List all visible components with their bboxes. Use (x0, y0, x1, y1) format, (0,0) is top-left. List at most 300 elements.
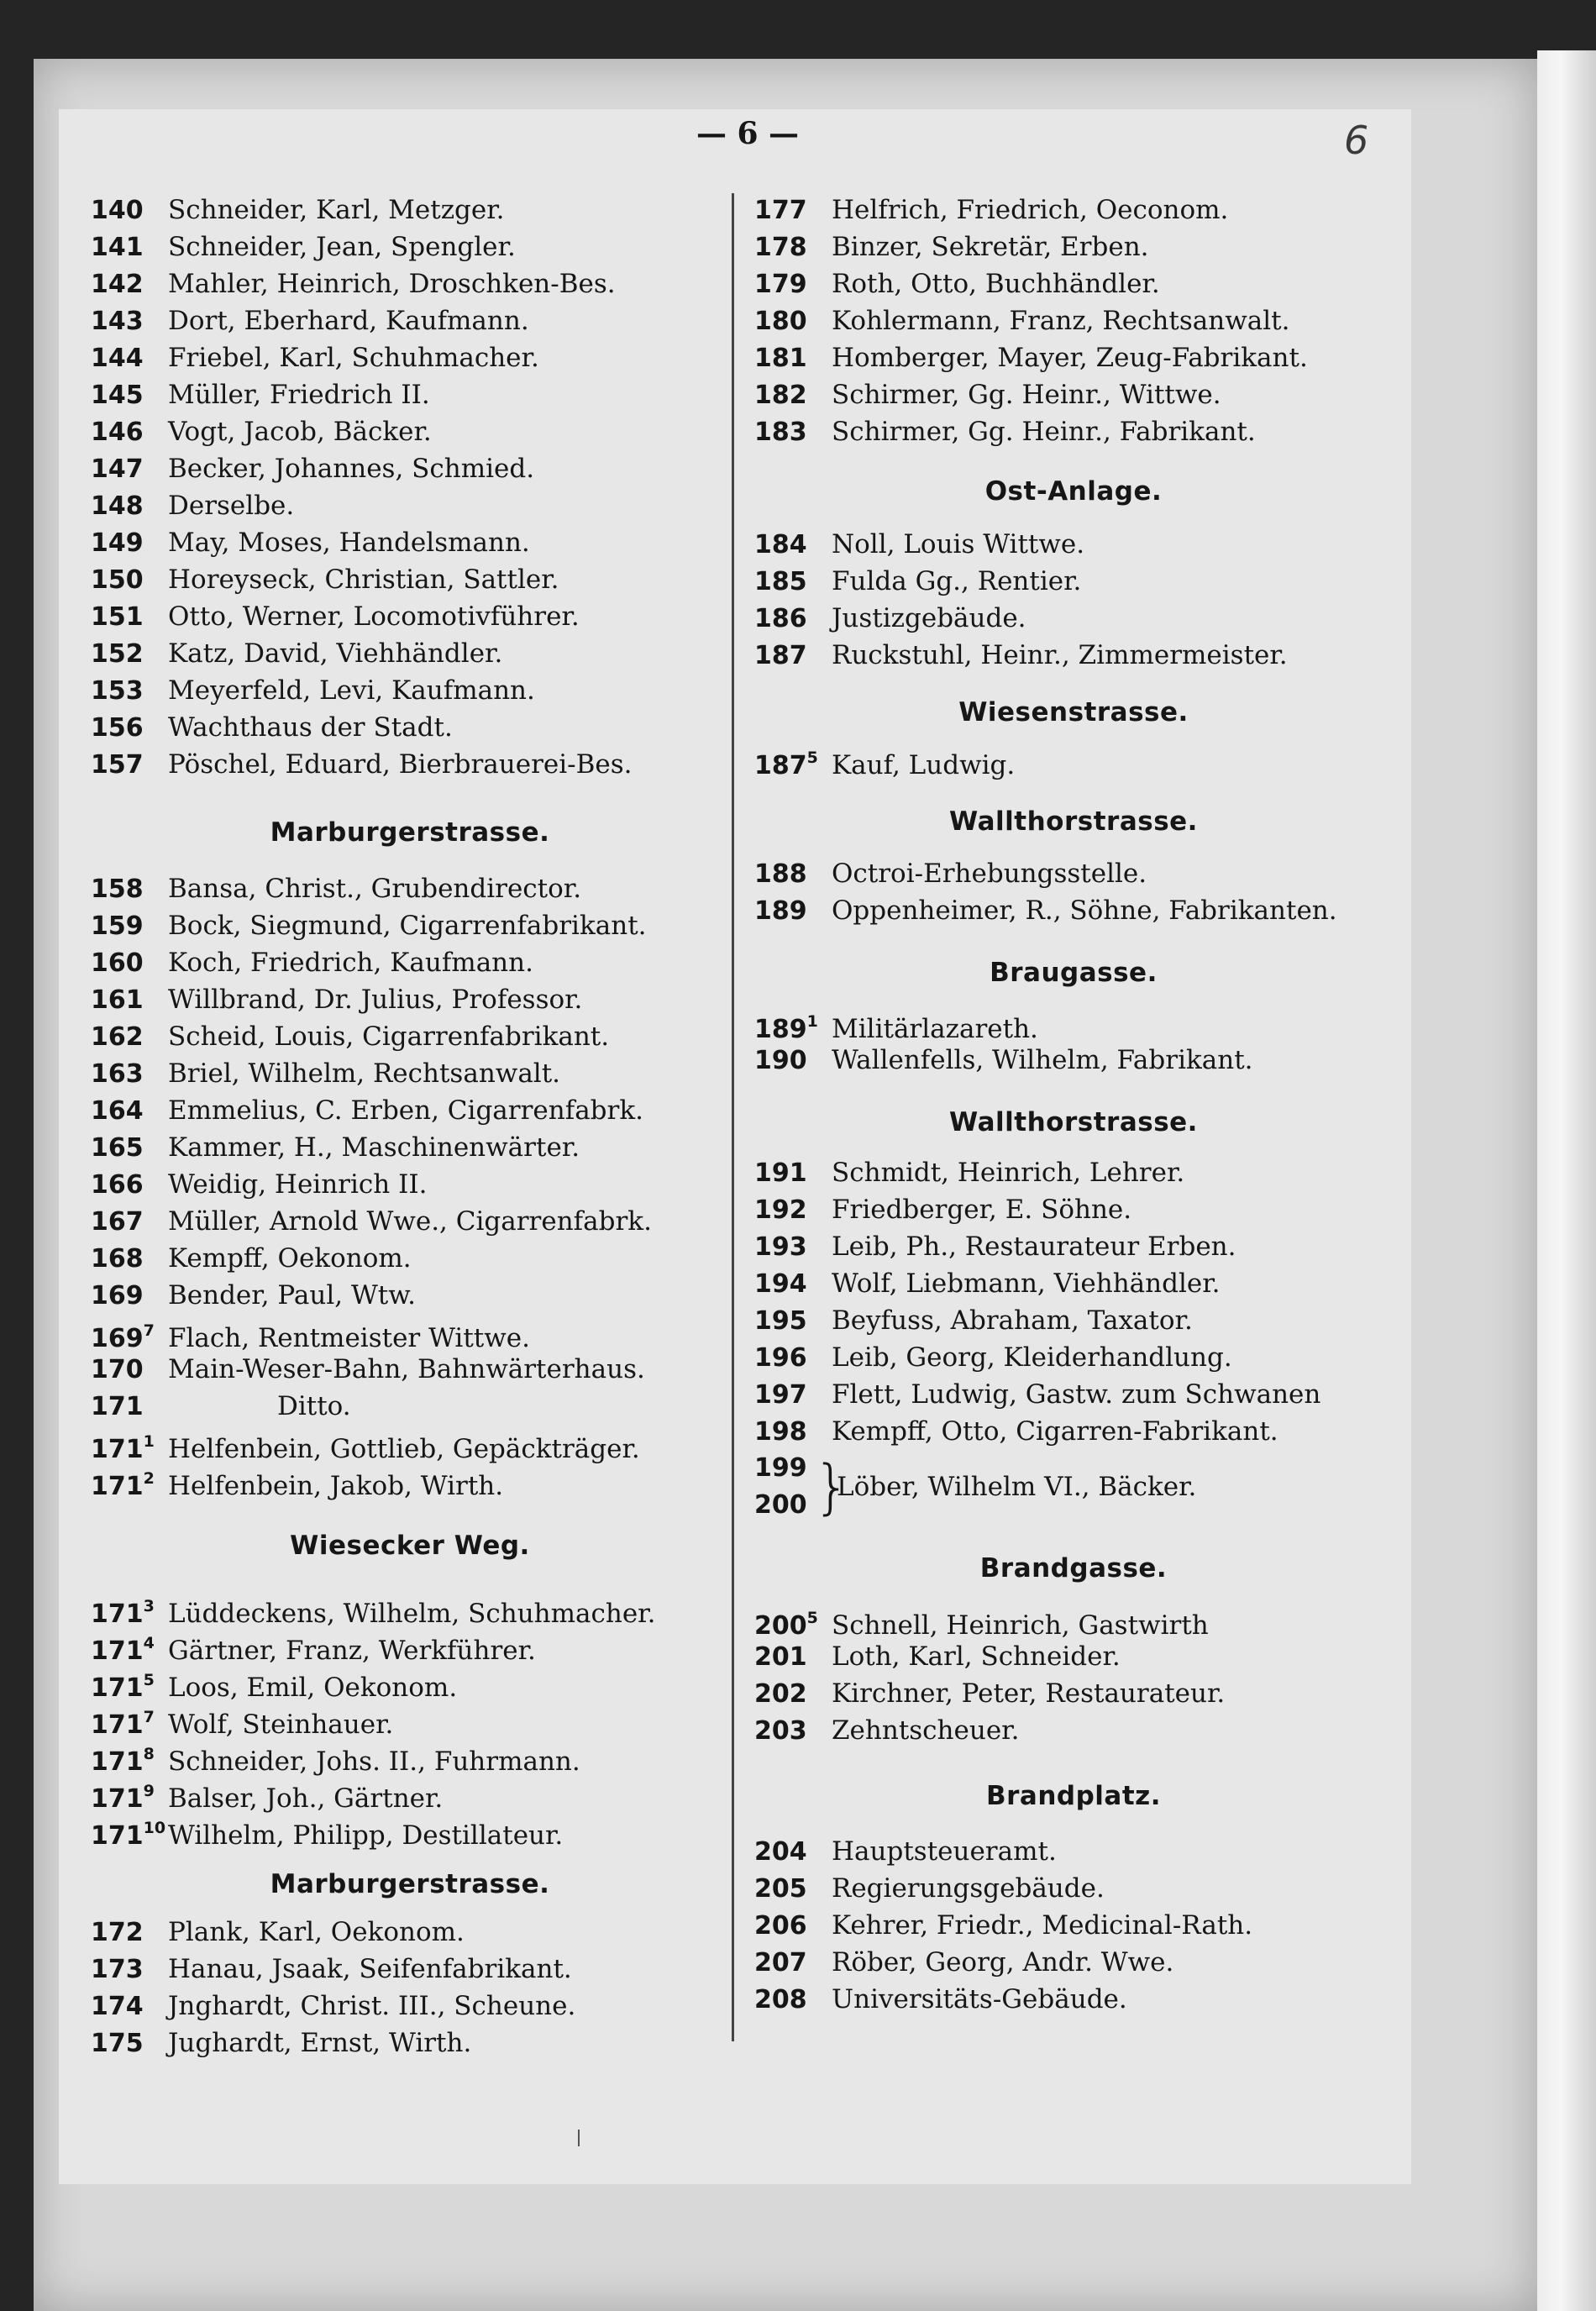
house-number-main: 148 (91, 491, 144, 521)
house-number (91, 562, 168, 599)
house-number (91, 1278, 168, 1315)
house-number (91, 710, 168, 747)
directory-entry (754, 1944, 1393, 1981)
resident-name: Helfrich, Friedrich, Oeconom. (832, 195, 1229, 225)
directory-entry (754, 1339, 1393, 1376)
directory-entry (91, 487, 729, 524)
house-number-main: 151 (91, 602, 144, 632)
house-number (754, 1908, 832, 1945)
house-number (91, 1811, 168, 1855)
house-number (91, 908, 168, 945)
house-number-suffix: 9 (143, 1782, 155, 1800)
house-number-main: 153 (91, 676, 144, 706)
house-number-main: 173 (91, 1955, 144, 1984)
house-number-main: 144 (91, 344, 144, 373)
house-number-main: 196 (754, 1343, 807, 1373)
directory-entry (91, 265, 729, 302)
directory-entry (754, 1191, 1393, 1228)
house-number (91, 192, 168, 229)
house-number-main: 157 (91, 750, 144, 780)
resident-name: Helfenbein, Jakob, Wirth. (168, 1471, 504, 1501)
page-edge (1537, 50, 1596, 2311)
resident-name: Universitäts-Gebäude. (832, 1984, 1127, 2014)
resident-name: Schneider, Johs. II., Fuhrmann. (168, 1746, 580, 1777)
directory-entry (91, 524, 729, 561)
house-number (754, 266, 832, 303)
resident-name: Jnghardt, Christ. III., Scheune. (168, 1991, 576, 2021)
resident-name: Otto, Werner, Locomotivführer. (168, 601, 580, 632)
column-divider (732, 193, 734, 2041)
house-number (754, 638, 832, 675)
house-number-suffix: 7 (143, 1708, 155, 1726)
directory-entry (754, 526, 1393, 563)
house-number-main: 171 (91, 1636, 144, 1666)
house-number-main: 146 (91, 418, 144, 447)
house-number-main: 165 (91, 1133, 144, 1163)
house-number (754, 229, 832, 266)
house-number (754, 414, 832, 451)
house-number-suffix: 5 (806, 1609, 818, 1627)
directory-entry (91, 944, 729, 981)
directory-entry (754, 1712, 1393, 1749)
directory-entry (91, 1240, 729, 1277)
house-number (91, 871, 168, 908)
house-number-main: 169 (91, 1281, 144, 1310)
resident-name: Militärlazareth. (832, 1014, 1038, 1044)
house-number-main: 177 (754, 196, 807, 225)
resident-name: Willbrand, Dr. Julius, Professor. (168, 985, 583, 1015)
resident-name: Loth, Karl, Schneider. (832, 1641, 1121, 1672)
right-section-7 (754, 1601, 1393, 1749)
curly-brace-icon: } (813, 1452, 851, 1521)
house-number-main: 192 (754, 1195, 807, 1225)
house-number (91, 1241, 168, 1278)
house-number-main: 187 (754, 641, 807, 670)
directory-entry (91, 1988, 729, 2025)
directory-entry (91, 1092, 729, 1129)
house-number (754, 1155, 832, 1192)
house-number-main: 171 (91, 1472, 144, 1501)
house-number-main: 159 (91, 911, 144, 941)
house-number-main: 208 (754, 1985, 807, 2014)
resident-name: Röber, Georg, Andr. Wwe. (832, 1947, 1174, 1977)
resident-name: Kauf, Ludwig. (832, 750, 1016, 780)
house-number (91, 1352, 168, 1389)
street-heading: Marburgerstrasse. (270, 1869, 550, 1899)
house-number-main: 195 (754, 1306, 807, 1336)
resident-name: Kempff, Otto, Cigarren-Fabrikant. (832, 1416, 1278, 1447)
resident-name: Wilhelm, Philipp, Destillateur. (168, 1820, 564, 1851)
house-number-suffix: 3 (143, 1597, 155, 1615)
house-number (754, 1192, 832, 1229)
house-number-main: 162 (91, 1022, 144, 1052)
house-number (91, 525, 168, 562)
directory-entry (91, 598, 729, 635)
house-number-main: 169 (91, 1324, 144, 1353)
resident-name: Mahler, Heinrich, Droschken-Bes. (168, 269, 616, 299)
resident-name: Schneider, Jean, Spengler. (168, 232, 516, 262)
resident-name: Vogt, Jacob, Bäcker. (168, 417, 432, 447)
house-number-main: 150 (91, 565, 144, 595)
house-number (91, 414, 168, 451)
house-number (91, 488, 168, 525)
house-number-main: 183 (754, 418, 807, 447)
directory-entry (91, 413, 729, 450)
resident-name: Helfenbein, Gottlieb, Gepäckträger. (168, 1434, 640, 1464)
house-number (754, 564, 832, 601)
house-number (91, 673, 168, 710)
right-section-5 (754, 1005, 1393, 1079)
right-section-8 (754, 1833, 1393, 2018)
print-mark (578, 2130, 580, 2146)
directory-entry (754, 1981, 1393, 2018)
resident-name: Kehrer, Friedr., Medicinal-Rath. (832, 1910, 1253, 1941)
house-number-main: 163 (91, 1059, 144, 1089)
directory-entry (754, 1601, 1393, 1641)
house-number-suffix: 2 (143, 1469, 155, 1488)
resident-name: Horeyseck, Christian, Sattler. (168, 565, 559, 595)
resident-name: Wallenfells, Wilhelm, Fabrikant. (832, 1045, 1253, 1075)
brace-entry (754, 1450, 1393, 1524)
resident-name: Justizgebäude. (832, 603, 1026, 633)
house-number-main: 158 (91, 875, 144, 904)
house-number (754, 1871, 832, 1908)
house-number (754, 1676, 832, 1713)
directory-entry (91, 1277, 729, 1314)
resident-name: Becker, Johannes, Schmied. (168, 454, 535, 484)
street-heading: Marburgerstrasse. (270, 817, 550, 848)
left-column (91, 192, 729, 2062)
street-heading: Ost-Anlage. (984, 476, 1163, 507)
right-section-1 (754, 192, 1393, 450)
house-number-main: 166 (91, 1170, 144, 1200)
house-number (754, 340, 832, 377)
brace-numbers (754, 1450, 813, 1524)
house-number (91, 1019, 168, 1056)
directory-entry (754, 1638, 1393, 1675)
house-number (91, 636, 168, 673)
house-number-main: 204 (754, 1837, 807, 1867)
resident-name: Ruckstuhl, Heinr., Zimmermeister. (832, 640, 1288, 670)
directory-entry (754, 741, 1393, 778)
house-number (91, 1988, 168, 2025)
resident-name: Wachthaus der Stadt. (168, 712, 453, 743)
directory-entry (91, 302, 729, 339)
resident-name: Lüddeckens, Wilhelm, Schuhmacher. (168, 1599, 656, 1629)
house-number-main: 187 (754, 751, 807, 780)
resident-name: Emmelius, C. Erben, Cigarrenfabrk. (168, 1095, 643, 1126)
house-number-main: 182 (754, 381, 807, 410)
house-number-main: 172 (91, 1918, 144, 1947)
house-number-main: 202 (754, 1679, 807, 1709)
resident-name: Dort, Eberhard, Kaufmann. (168, 306, 529, 336)
directory-entry (754, 563, 1393, 600)
house-number (754, 1377, 832, 1414)
resident-name: Roth, Otto, Buchhändler. (832, 269, 1160, 299)
directory-entry (91, 1018, 729, 1055)
house-number-main: 171 (91, 1673, 144, 1703)
house-number-main: 156 (91, 713, 144, 743)
directory-entry (91, 1203, 729, 1240)
directory-entry (754, 637, 1393, 674)
resident-name: Hanau, Jsaak, Seifenfabrikant. (168, 1954, 572, 1984)
resident-name: Ditto. (277, 1391, 351, 1421)
house-number (91, 945, 168, 982)
house-number (754, 1639, 832, 1676)
resident-name: Hauptsteueramt. (832, 1836, 1057, 1867)
street-heading: Wallthorstrasse. (949, 1107, 1198, 1137)
house-number (91, 340, 168, 377)
left-section-4 (91, 1914, 729, 2062)
directory-entry (754, 1302, 1393, 1339)
directory-entry (754, 1228, 1393, 1265)
house-number (754, 192, 832, 229)
resident-name: Scheid, Louis, Cigarrenfabrikant. (168, 1022, 610, 1052)
house-number-main: 193 (754, 1232, 807, 1262)
directory-entry (91, 339, 729, 376)
house-number-main: 171 (91, 1784, 144, 1814)
house-number (91, 1130, 168, 1167)
directory-entry (91, 1811, 729, 1851)
left-section-3 (91, 1589, 729, 1851)
resident-name: Pöschel, Eduard, Bierbrauerei-Bes. (168, 749, 633, 780)
directory-entry (754, 1870, 1393, 1907)
house-number (91, 1093, 168, 1130)
house-number (91, 1204, 168, 1241)
directory-entry (754, 1907, 1393, 1944)
directory-entry (754, 265, 1393, 302)
right-section-4 (754, 855, 1393, 929)
house-number-suffix: 4 (143, 1634, 155, 1652)
resident-name: Bender, Paul, Wtw. (168, 1280, 416, 1310)
house-number-main: 200 (754, 1611, 807, 1641)
house-number-main: 171 (91, 1599, 144, 1629)
directory-entry (91, 376, 729, 413)
directory-entry (91, 1425, 729, 1462)
house-number-main: 171 (91, 1821, 144, 1851)
house-number-main: 186 (754, 604, 807, 633)
house-number-main: 201 (754, 1642, 807, 1672)
house-number-main: 185 (754, 567, 807, 596)
resident-name: Koch, Friedrich, Kaufmann. (168, 948, 533, 978)
house-number-main: 142 (91, 270, 144, 299)
directory-entry (91, 1129, 729, 1166)
house-number-main: 184 (754, 530, 807, 559)
resident-name: Schnell, Heinrich, Gastwirth (832, 1610, 1209, 1641)
directory-entry (91, 1589, 729, 1629)
house-number (91, 451, 168, 488)
directory-entry (91, 746, 729, 783)
house-number-main: 167 (91, 1207, 144, 1237)
resident-name: Leib, Georg, Kleiderhandlung. (832, 1342, 1232, 1373)
house-number-main: 206 (754, 1911, 807, 1941)
directory-entry (754, 1042, 1393, 1079)
house-number-main: 194 (754, 1269, 807, 1299)
street-heading: Brandgasse. (979, 1553, 1168, 1584)
resident-name: Octroi-Erhebungsstelle. (832, 859, 1147, 889)
resident-name: Meyerfeld, Levi, Kaufmann. (168, 675, 535, 706)
house-number (91, 229, 168, 266)
directory-entry (91, 1914, 729, 1951)
handwritten-folio: 6 (1344, 118, 1369, 163)
house-number-main: 191 (754, 1158, 807, 1188)
street-heading: Wiesecker Weg. (290, 1531, 530, 1561)
resident-name: Plank, Karl, Oekonom. (168, 1917, 465, 1947)
resident-name: Noll, Louis Wittwe. (832, 529, 1085, 559)
directory-entry (754, 339, 1393, 376)
house-number (754, 377, 832, 414)
directory-entry (91, 561, 729, 598)
resident-name: Schirmer, Gg. Heinr., Fabrikant. (832, 417, 1256, 447)
house-number-suffix: 10 (143, 1819, 166, 1837)
directory-entry (91, 450, 729, 487)
directory-entry (754, 1833, 1393, 1870)
resident-name: Wolf, Liebmann, Viehhändler. (832, 1268, 1221, 1299)
house-number (754, 1303, 832, 1340)
brace-number-a: 199 (754, 1453, 807, 1483)
house-number-main: 160 (91, 948, 144, 978)
resident-name: Schirmer, Gg. Heinr., Wittwe. (832, 380, 1221, 410)
directory-entry (91, 1774, 729, 1814)
resident-name: Regierungsgebäude. (832, 1873, 1105, 1904)
resident-name: Katz, David, Viehhändler. (168, 638, 503, 669)
resident-name: Jughardt, Ernst, Wirth. (168, 2028, 472, 2058)
house-number (91, 599, 168, 636)
house-number-main: 198 (754, 1417, 807, 1447)
directory-entry (754, 855, 1393, 892)
house-number (754, 893, 832, 930)
directory-entry (754, 192, 1393, 228)
resident-name: Weidig, Heinrich II. (168, 1169, 428, 1200)
resident-name: Wolf, Steinhauer. (168, 1710, 394, 1740)
resident-name: Beyfuss, Abraham, Taxator. (832, 1305, 1193, 1336)
house-number (754, 1043, 832, 1079)
house-number-main: 180 (754, 307, 807, 336)
house-number-suffix: 5 (143, 1671, 155, 1689)
directory-entry (91, 672, 729, 709)
directory-entry (91, 1663, 729, 1703)
house-number-suffix: 1 (806, 1012, 818, 1031)
resident-name: Binzer, Sekretär, Erben. (832, 232, 1149, 262)
house-number (754, 303, 832, 340)
house-number (754, 1266, 832, 1303)
directory-entry (91, 1055, 729, 1092)
directory-entry (91, 709, 729, 746)
house-number (91, 1167, 168, 1204)
house-number (754, 1414, 832, 1451)
resident-name: Friedberger, E. Söhne. (832, 1195, 1132, 1225)
house-number (91, 377, 168, 414)
left-section-1 (91, 192, 729, 783)
house-number (91, 2025, 168, 2062)
house-number-suffix: 5 (806, 748, 818, 767)
resident-name: Flett, Ludwig, Gastw. zum Schwanen (832, 1379, 1321, 1410)
house-number (91, 982, 168, 1019)
house-number (754, 856, 832, 893)
house-number (754, 1982, 832, 2019)
house-number-main: 203 (754, 1716, 807, 1746)
house-number-suffix: 7 (143, 1321, 155, 1340)
house-number-main: 178 (754, 233, 807, 262)
house-number-main: 205 (754, 1874, 807, 1904)
house-number-main: 189 (754, 896, 807, 926)
house-number (91, 1914, 168, 1951)
resident-name: Leib, Ph., Restaurateur Erben. (832, 1232, 1236, 1262)
street-heading: Braugasse. (990, 958, 1158, 988)
resident-name: Müller, Arnold Wwe., Cigarrenfabrk. (168, 1206, 652, 1237)
house-number (754, 601, 832, 638)
directory-entry (91, 2025, 729, 2062)
house-number (91, 1389, 168, 1426)
house-number-main: 140 (91, 196, 144, 225)
directory-entry (754, 600, 1393, 637)
house-number (754, 1713, 832, 1750)
resident-name: Loos, Emil, Oekonom. (168, 1673, 458, 1703)
directory-entry (754, 1154, 1393, 1191)
house-number (754, 1229, 832, 1266)
directory-entry (754, 228, 1393, 265)
house-number (754, 527, 832, 564)
house-number-main: 181 (754, 344, 807, 373)
house-number-main: 188 (754, 859, 807, 889)
directory-entry (91, 1351, 729, 1388)
house-number-main: 145 (91, 381, 144, 410)
resident-name: Friebel, Karl, Schuhmacher. (168, 343, 539, 373)
directory-entry (754, 1005, 1393, 1042)
resident-name: May, Moses, Handelsmann. (168, 528, 530, 558)
resident-name: Briel, Wilhelm, Rechtsanwalt. (168, 1058, 561, 1089)
directory-entry (754, 1413, 1393, 1450)
resident-name: Schneider, Karl, Metzger. (168, 195, 505, 225)
directory-entry (91, 1388, 729, 1425)
house-number-main: 197 (754, 1380, 807, 1410)
resident-name: Fulda Gg., Rentier. (832, 566, 1082, 596)
street-heading: Wiesenstrasse. (958, 697, 1189, 727)
house-number-main: 143 (91, 307, 144, 336)
resident-name: Zehntscheuer. (832, 1715, 1020, 1746)
directory-entry (91, 192, 729, 228)
house-number-main: 164 (91, 1096, 144, 1126)
house-number-main: 189 (754, 1015, 807, 1044)
directory-entry (754, 1265, 1393, 1302)
page-number: — 6 — (696, 116, 800, 151)
brace-number-b: 200 (754, 1490, 807, 1520)
house-number (754, 1834, 832, 1871)
directory-entry (754, 376, 1393, 413)
directory-entry (91, 981, 729, 1018)
street-heading: Wallthorstrasse. (949, 806, 1198, 837)
resident-name: Gärtner, Franz, Werkführer. (168, 1636, 536, 1666)
house-number-main: 190 (754, 1046, 807, 1075)
resident-name: Kammer, H., Maschinenwärter. (168, 1132, 580, 1163)
house-number (91, 1056, 168, 1093)
street-heading: Brandplatz. (986, 1781, 1161, 1811)
right-section-6 (754, 1154, 1393, 1450)
house-number-suffix: 8 (143, 1745, 155, 1763)
directory-entry (91, 1314, 729, 1351)
house-number-main: 161 (91, 985, 144, 1015)
directory-entry (754, 1675, 1393, 1712)
resident-name: Kohlermann, Franz, Rechtsanwalt. (832, 306, 1290, 336)
house-number (754, 741, 832, 785)
house-number (91, 266, 168, 303)
directory-entry (754, 302, 1393, 339)
house-number-main: 179 (754, 270, 807, 299)
directory-entry (91, 1737, 729, 1777)
left-section-2 (91, 870, 729, 1499)
house-number-main: 171 (91, 1747, 144, 1777)
resident-name: Derselbe. (168, 491, 295, 521)
